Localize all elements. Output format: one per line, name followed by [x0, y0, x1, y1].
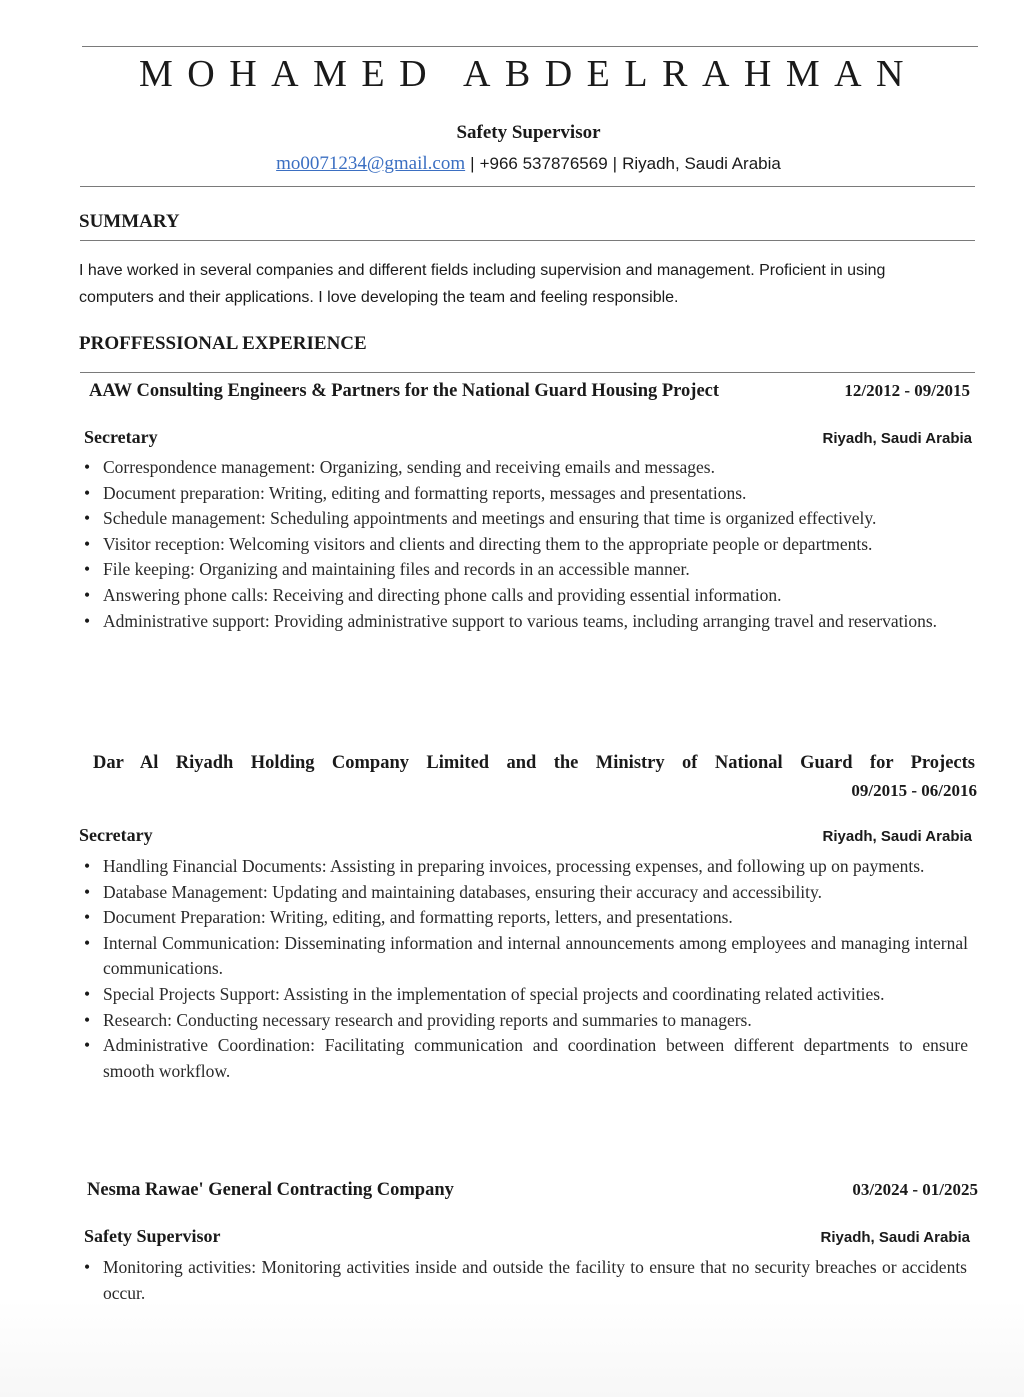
list-item: • Document preparation: Writing, editing and formatting reports, messages and presentations. [78, 481, 964, 507]
role-row [79, 825, 972, 846]
list-item: • Document Preparation: Writing, editing, and formatting reports, letters, and presentations. [78, 905, 968, 931]
summary-divider [80, 240, 975, 241]
company-name: Dar Al Riyadh Holding Company Limited and the Ministry of National Guard for Projects [93, 753, 975, 773]
role-row [84, 1226, 970, 1247]
separator: | [612, 154, 618, 173]
header-divider [80, 186, 975, 187]
list-item: • Answering phone calls: Receiving and directing phone calls and providing essential information. [78, 583, 964, 609]
responsibility-list [78, 455, 964, 634]
top-divider [82, 46, 978, 47]
contact-location: Riyadh, Saudi Arabia [622, 154, 781, 173]
job-role: Safety Supervisor [84, 1226, 221, 1246]
job-role: Secretary [79, 825, 153, 845]
company-name: AAW Consulting Engineers & Partners for the National Guard Housing Project [89, 381, 720, 401]
list-item: • Research: Conducting necessary research and providing reports and summaries to managers. [78, 1008, 968, 1034]
candidate-name: MOHAMED ABDELRAHMAN [138, 53, 919, 95]
summary-text: I have worked in several companies and different fields including supervision and management. Proficient in using computers and their applications. I love developing the team and feeling responsible. [79, 262, 886, 306]
job-location: Riyadh, Saudi Arabia [822, 430, 972, 447]
job-role: Secretary [84, 427, 158, 447]
separator: | [470, 154, 475, 173]
list-item: • Administrative Coordination: Facilitating communication and coordination between different departments to ensure smooth workflow. [78, 1033, 968, 1084]
list-item: • Schedule management: Scheduling appointments and meetings and ensuring that time is organized effectively. [78, 506, 964, 532]
job-header [89, 381, 970, 402]
contact-line [80, 153, 977, 175]
job-header [87, 1180, 978, 1201]
list-item: • Monitoring activities: Monitoring activities inside and outside the facility to ensure that no security breaches or accidents occur. [78, 1255, 967, 1306]
job-dates: 03/2024 - 01/2025 [852, 1180, 978, 1199]
list-item: • Correspondence management: Organizing, sending and receiving emails and messages. [78, 455, 964, 481]
experience-heading: PROFFESSIONAL EXPERIENCE [79, 333, 367, 354]
job-location: Riyadh, Saudi Arabia [822, 828, 972, 845]
list-item: • Database Management: Updating and maintaining databases, ensuring their accuracy and accessibility. [78, 880, 968, 906]
list-item: • Internal Communication: Disseminating information and internal announcements among employees and managing internal communications. [78, 931, 968, 982]
job-dates: 09/2015 - 06/2016 [851, 781, 977, 800]
list-item: • Visitor reception: Welcoming visitors and clients and directing them to the appropriate people or departments. [78, 532, 964, 558]
phone-number: +966 537876569 [479, 154, 608, 173]
company-name: Nesma Rawae' General Contracting Company [87, 1180, 454, 1200]
list-item: • Handling Financial Documents: Assisting in preparing invoices, processing expenses, and following up on payments. [78, 854, 968, 880]
responsibility-list [78, 1255, 967, 1306]
email-link[interactable]: mo0071234@gmail.com [276, 153, 466, 174]
experience-divider [80, 372, 975, 373]
job-dates: 12/2012 - 09/2015 [844, 381, 970, 400]
list-item: • Administrative support: Providing administrative support to various teams, including arranging travel and reservations. [78, 609, 964, 635]
candidate-title: Safety Supervisor [456, 122, 601, 143]
role-row [84, 427, 972, 448]
summary-heading: SUMMARY [79, 211, 180, 232]
responsibility-list [78, 854, 968, 1084]
job-location: Riyadh, Saudi Arabia [820, 1229, 970, 1246]
list-item: • Special Projects Support: Assisting in the implementation of special projects and coordinating related activities. [78, 982, 968, 1008]
list-item: • File keeping: Organizing and maintaining files and records in an accessible manner. [78, 557, 964, 583]
